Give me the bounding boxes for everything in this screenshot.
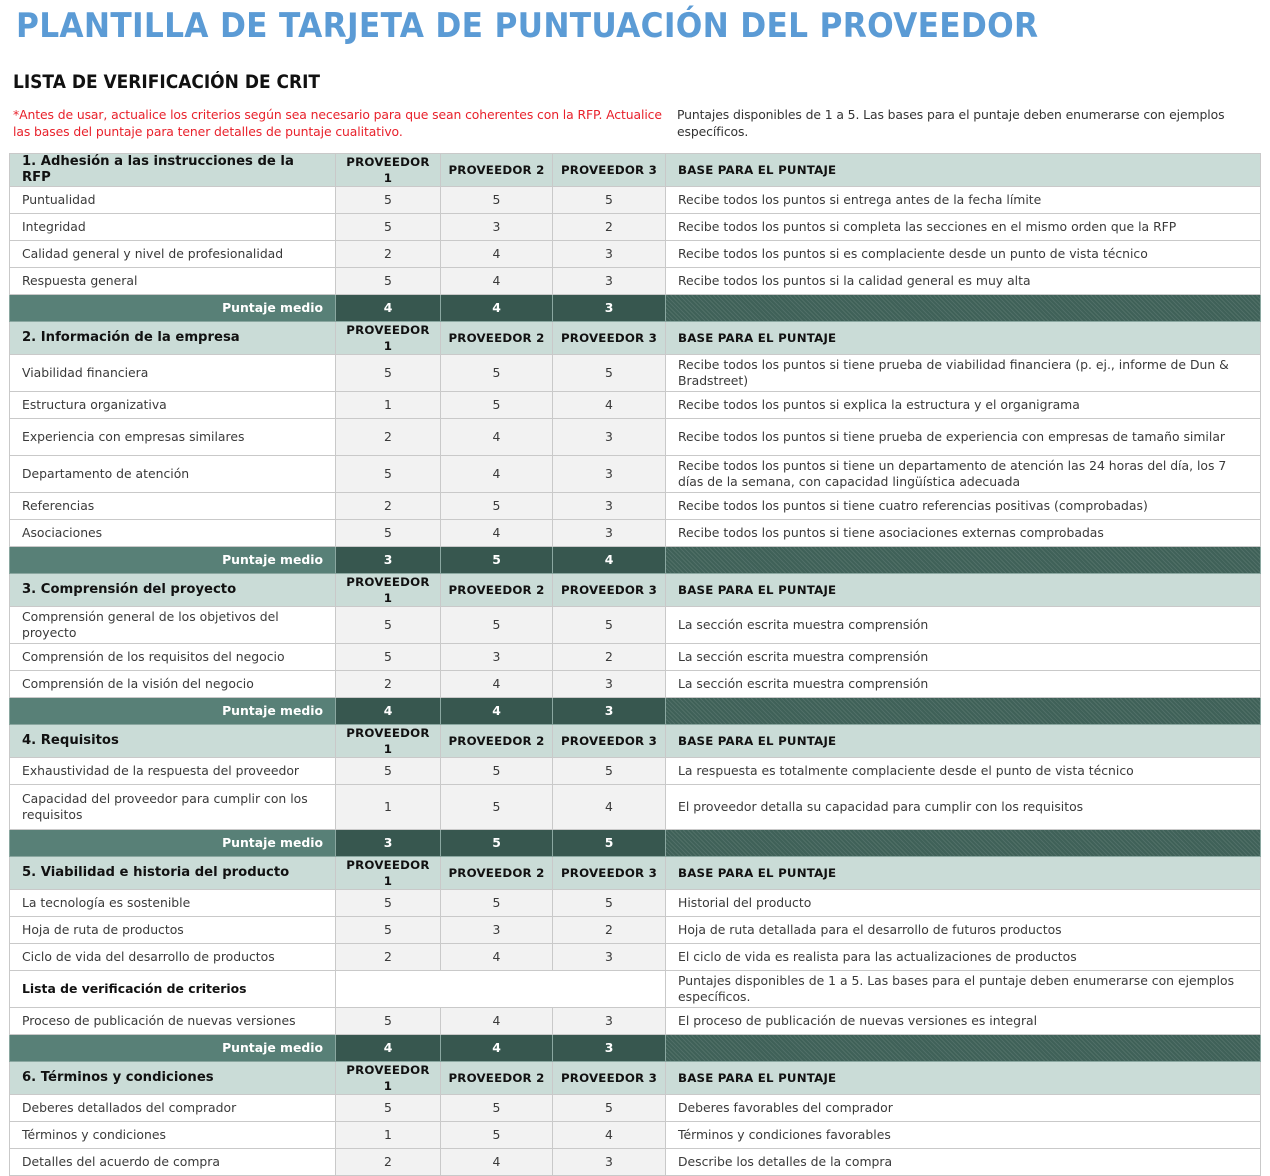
average-basis-filler: [666, 295, 1261, 322]
average-p2: 4: [441, 295, 553, 322]
basis-cell[interactable]: La sección escrita muestra comprensión: [666, 644, 1261, 671]
basis-cell[interactable]: Recibe todos los puntos si la calidad general es muy alta: [666, 268, 1261, 295]
average-p1: 4: [336, 1035, 441, 1062]
column-header-basis: BASE PARA EL PUNTAJE: [666, 154, 1261, 187]
score-cell-p2[interactable]: 5: [441, 355, 553, 392]
average-p3: 4: [553, 547, 666, 574]
basis-cell[interactable]: Describe los detalles de la compra: [666, 1149, 1261, 1176]
column-header-basis: BASE PARA EL PUNTAJE: [666, 574, 1261, 607]
score-cell-p2[interactable]: 4: [441, 456, 553, 493]
table-row: [10, 520, 1261, 547]
section-title: 4. Requisitos: [10, 725, 336, 758]
average-row: [10, 547, 1261, 574]
score-cell-p3[interactable]: 5: [553, 607, 666, 644]
score-cell-p2[interactable]: 4: [441, 520, 553, 547]
score-cell-p3[interactable]: 4: [553, 392, 666, 419]
criterion-cell[interactable]: Asociaciones: [10, 520, 336, 547]
criterion-cell[interactable]: Deberes detallados del comprador: [10, 1095, 336, 1122]
score-cell-p1[interactable]: 5: [336, 456, 441, 493]
score-cell-p3[interactable]: 5: [553, 758, 666, 785]
score-cell-p2[interactable]: 4: [441, 1008, 553, 1035]
basis-cell[interactable]: Hoja de ruta detallada para el desarrollo de futuros productos: [666, 917, 1261, 944]
score-cell-p3[interactable]: 3: [553, 493, 666, 520]
table-row: [10, 890, 1261, 917]
basis-cell[interactable]: Recibe todos los puntos si es complaciente desde un punto de vista técnico: [666, 241, 1261, 268]
criterion-cell[interactable]: Exhaustividad de la respuesta del proveedor: [10, 758, 336, 785]
criterion-cell[interactable]: Respuesta general: [10, 268, 336, 295]
section-header-5: [10, 857, 1261, 890]
criterion-cell[interactable]: Términos y condiciones: [10, 1122, 336, 1149]
table-row: [10, 758, 1261, 785]
column-header-provider-3: PROVEEDOR 3: [553, 857, 666, 890]
score-cell-p1[interactable]: 5: [336, 644, 441, 671]
column-header-provider-2: PROVEEDOR 2: [441, 725, 553, 758]
criterion-cell[interactable]: Comprensión de los requisitos del negocio: [10, 644, 336, 671]
criterion-cell[interactable]: Comprensión general de los objetivos del proyecto: [10, 607, 336, 644]
criterion-cell[interactable]: Ciclo de vida del desarrollo de productos: [10, 944, 336, 971]
column-header-provider-3: PROVEEDOR 3: [553, 1062, 666, 1095]
column-header-provider-1: PROVEEDOR 1: [336, 574, 441, 607]
basis-cell[interactable]: La sección escrita muestra comprensión: [666, 671, 1261, 698]
score-cell-p3[interactable]: 2: [553, 644, 666, 671]
basis-cell[interactable]: Recibe todos los puntos si explica la estructura y el organigrama: [666, 392, 1261, 419]
basis-cell[interactable]: El proveedor detalla su capacidad para cumplir con los requisitos: [666, 785, 1261, 830]
criterion-cell[interactable]: Lista de verificación de criterios: [10, 971, 336, 1008]
basis-cell[interactable]: Recibe todos los puntos si tiene prueba de viabilidad financiera (p. ej., informe de Dun & Bradstreet): [666, 355, 1261, 392]
basis-cell[interactable]: Deberes favorables del comprador: [666, 1095, 1261, 1122]
column-header-provider-2: PROVEEDOR 2: [441, 574, 553, 607]
table-row: [10, 1008, 1261, 1035]
section-title: 1. Adhesión a las instrucciones de la RFP: [10, 154, 336, 187]
basis-cell[interactable]: Recibe todos los puntos si tiene asociaciones externas comprobadas: [666, 520, 1261, 547]
average-p3: 3: [553, 698, 666, 725]
score-cell-p1[interactable]: 2: [336, 671, 441, 698]
table-row-subheading: [10, 971, 1261, 1008]
section-header-1: [10, 154, 1261, 187]
score-cell-p3[interactable]: 3: [553, 944, 666, 971]
section-title: 2. Información de la empresa: [10, 322, 336, 355]
criterion-cell[interactable]: Puntualidad: [10, 187, 336, 214]
score-cell-p1[interactable]: 1: [336, 392, 441, 419]
score-cell-p3[interactable]: 3: [553, 1008, 666, 1035]
section-header-6: [10, 1062, 1261, 1095]
criterion-cell[interactable]: Proceso de publicación de nuevas versiones: [10, 1008, 336, 1035]
criterion-cell[interactable]: La tecnología es sostenible: [10, 890, 336, 917]
table-row: [10, 1095, 1261, 1122]
column-header-provider-1: PROVEEDOR 1: [336, 322, 441, 355]
score-cell-p2[interactable]: 5: [441, 607, 553, 644]
score-cell-p1[interactable]: 5: [336, 758, 441, 785]
score-cell-p1[interactable]: 5: [336, 520, 441, 547]
score-cell-p1[interactable]: 5: [336, 355, 441, 392]
basis-cell[interactable]: Recibe todos los puntos si tiene cuatro referencias positivas (comprobadas): [666, 493, 1261, 520]
criterion-cell[interactable]: Viabilidad financiera: [10, 355, 336, 392]
criterion-cell[interactable]: Experiencia con empresas similares: [10, 419, 336, 456]
average-basis-filler: [666, 547, 1261, 574]
average-label: Puntaje medio: [10, 698, 336, 725]
column-header-provider-1: PROVEEDOR 1: [336, 857, 441, 890]
score-cell-p2[interactable]: 4: [441, 241, 553, 268]
section-title: 3. Comprensión del proyecto: [10, 574, 336, 607]
merged-empty-score-cell[interactable]: [336, 971, 666, 1008]
score-cell-p3[interactable]: 5: [553, 890, 666, 917]
column-header-provider-3: PROVEEDOR 3: [553, 322, 666, 355]
score-cell-p1[interactable]: 2: [336, 944, 441, 971]
score-cell-p2[interactable]: 4: [441, 268, 553, 295]
column-header-provider-3: PROVEEDOR 3: [553, 574, 666, 607]
average-p1: 3: [336, 830, 441, 857]
basis-cell[interactable]: Puntajes disponibles de 1 a 5. Las bases para el puntaje deben enumerarse con ejemplos específicos.: [666, 971, 1261, 1008]
basis-cell[interactable]: Recibe todos los puntos si entrega antes de la fecha límite: [666, 187, 1261, 214]
criterion-cell[interactable]: Capacidad del proveedor para cumplir con los requisitos: [10, 785, 336, 830]
score-cell-p1[interactable]: 2: [336, 493, 441, 520]
column-header-basis: BASE PARA EL PUNTAJE: [666, 322, 1261, 355]
page-title: PLANTILLA DE TARJETA DE PUNTUACIÓN DEL PROVEEDOR: [16, 6, 1039, 46]
criterion-cell[interactable]: Comprensión de la visión del negocio: [10, 671, 336, 698]
average-p1: 3: [336, 547, 441, 574]
score-cell-p2[interactable]: 5: [441, 1095, 553, 1122]
score-cell-p1[interactable]: 5: [336, 187, 441, 214]
score-cell-p1[interactable]: 1: [336, 785, 441, 830]
table-row: [10, 392, 1261, 419]
section-title: 5. Viabilidad e historia del producto: [10, 857, 336, 890]
basis-cell[interactable]: Historial del producto: [666, 890, 1261, 917]
average-p3: 3: [553, 295, 666, 322]
column-header-basis: BASE PARA EL PUNTAJE: [666, 857, 1261, 890]
average-basis-filler: [666, 1035, 1261, 1062]
score-cell-p1[interactable]: 5: [336, 214, 441, 241]
table-row: [10, 456, 1261, 493]
score-cell-p3[interactable]: 4: [553, 1122, 666, 1149]
column-header-basis: BASE PARA EL PUNTAJE: [666, 725, 1261, 758]
table-row: [10, 917, 1261, 944]
average-basis-filler: [666, 698, 1261, 725]
average-row: [10, 1035, 1261, 1062]
criterion-cell[interactable]: Referencias: [10, 493, 336, 520]
average-label: Puntaje medio: [10, 830, 336, 857]
criterion-cell[interactable]: Calidad general y nivel de profesionalidad: [10, 241, 336, 268]
average-p3: 5: [553, 830, 666, 857]
score-cell-p3[interactable]: 2: [553, 917, 666, 944]
basis-cell[interactable]: Recibe todos los puntos si tiene un departamento de atención las 24 horas del día, los 7 días de la semana, con capacidad lingüística adecuada: [666, 456, 1261, 493]
average-label: Puntaje medio: [10, 547, 336, 574]
score-cell-p1[interactable]: 2: [336, 1149, 441, 1176]
score-cell-p3[interactable]: 3: [553, 520, 666, 547]
criterion-cell[interactable]: Detalles del acuerdo de compra: [10, 1149, 336, 1176]
score-cell-p1[interactable]: 5: [336, 917, 441, 944]
column-header-provider-1: PROVEEDOR 1: [336, 725, 441, 758]
average-p1: 4: [336, 698, 441, 725]
column-header-provider-2: PROVEEDOR 2: [441, 1062, 553, 1095]
score-cell-p3[interactable]: 2: [553, 214, 666, 241]
score-cell-p3[interactable]: 5: [553, 1095, 666, 1122]
score-cell-p1[interactable]: 5: [336, 1095, 441, 1122]
basis-cell[interactable]: Recibe todos los puntos si completa las secciones en el mismo orden que la RFP: [666, 214, 1261, 241]
criterion-cell[interactable]: Hoja de ruta de productos: [10, 917, 336, 944]
column-header-basis: BASE PARA EL PUNTAJE: [666, 1062, 1261, 1095]
table-row: [10, 187, 1261, 214]
score-cell-p2[interactable]: 5: [441, 758, 553, 785]
score-cell-p1[interactable]: 2: [336, 419, 441, 456]
average-p2: 5: [441, 547, 553, 574]
section-title: 6. Términos y condiciones: [10, 1062, 336, 1095]
average-basis-filler: [666, 830, 1261, 857]
column-header-provider-1: PROVEEDOR 1: [336, 154, 441, 187]
average-p1: 4: [336, 295, 441, 322]
criterion-cell[interactable]: Integridad: [10, 214, 336, 241]
score-cell-p3[interactable]: 5: [553, 187, 666, 214]
average-p2: 5: [441, 830, 553, 857]
table-row: [10, 644, 1261, 671]
score-cell-p1[interactable]: 5: [336, 607, 441, 644]
table-row: [10, 355, 1261, 392]
score-cell-p2[interactable]: 5: [441, 785, 553, 830]
basis-cell[interactable]: El proceso de publicación de nuevas versiones es integral: [666, 1008, 1261, 1035]
column-header-provider-2: PROVEEDOR 2: [441, 154, 553, 187]
score-cell-p1[interactable]: 5: [336, 268, 441, 295]
average-row: [10, 698, 1261, 725]
average-row: [10, 830, 1261, 857]
column-header-provider-2: PROVEEDOR 2: [441, 857, 553, 890]
criterion-cell[interactable]: Departamento de atención: [10, 456, 336, 493]
instruction-note: *Antes de usar, actualice los criterios según sea necesario para que sean coherentes con la RFP. Actualice las bases del puntaje para tener detalles de puntaje cualitativo.: [13, 107, 662, 139]
score-cell-p1[interactable]: 1: [336, 1122, 441, 1149]
table-row: [10, 214, 1261, 241]
average-p3: 3: [553, 1035, 666, 1062]
column-header-provider-3: PROVEEDOR 3: [553, 725, 666, 758]
score-cell-p3[interactable]: 3: [553, 671, 666, 698]
score-cell-p3[interactable]: 3: [553, 456, 666, 493]
score-cell-p2[interactable]: 5: [441, 392, 553, 419]
score-cell-p3[interactable]: 3: [553, 419, 666, 456]
average-label: Puntaje medio: [10, 1035, 336, 1062]
table-row: [10, 1122, 1261, 1149]
score-cell-p3[interactable]: 3: [553, 268, 666, 295]
score-cell-p2[interactable]: 5: [441, 1122, 553, 1149]
score-cell-p2[interactable]: 4: [441, 944, 553, 971]
table-row: [10, 944, 1261, 971]
average-p2: 4: [441, 698, 553, 725]
basis-cell[interactable]: El ciclo de vida es realista para las actualizaciones de productos: [666, 944, 1261, 971]
table-row: [10, 607, 1261, 644]
basis-cell[interactable]: Recibe todos los puntos si tiene prueba de experiencia con empresas de tamaño similar: [666, 419, 1261, 456]
table-row: [10, 785, 1261, 830]
scoring-note: Puntajes disponibles de 1 a 5. Las bases para el puntaje deben enumerarse con ejemplos específicos.: [677, 107, 1225, 139]
score-cell-p2[interactable]: 5: [441, 890, 553, 917]
section-header-4: [10, 725, 1261, 758]
section-header-3: [10, 574, 1261, 607]
score-cell-p2[interactable]: 4: [441, 671, 553, 698]
average-p2: 4: [441, 1035, 553, 1062]
score-cell-p1[interactable]: 5: [336, 890, 441, 917]
score-cell-p1[interactable]: 2: [336, 241, 441, 268]
score-cell-p2[interactable]: 3: [441, 644, 553, 671]
score-cell-p2[interactable]: 4: [441, 1149, 553, 1176]
score-cell-p3[interactable]: 5: [553, 355, 666, 392]
score-cell-p3[interactable]: 3: [553, 241, 666, 268]
basis-cell[interactable]: Términos y condiciones favorables: [666, 1122, 1261, 1149]
scorecard-table: [9, 153, 1261, 1176]
table-row: [10, 671, 1261, 698]
section-subtitle: LISTA DE VERIFICACIÓN DE CRIT: [13, 72, 321, 93]
table-row: [10, 1149, 1261, 1176]
column-header-provider-1: PROVEEDOR 1: [336, 1062, 441, 1095]
section-header-2: [10, 322, 1261, 355]
basis-cell[interactable]: La sección escrita muestra comprensión: [666, 607, 1261, 644]
score-cell-p3[interactable]: 4: [553, 785, 666, 830]
criterion-cell[interactable]: Estructura organizativa: [10, 392, 336, 419]
score-cell-p3[interactable]: 3: [553, 1149, 666, 1176]
average-label: Puntaje medio: [10, 295, 336, 322]
score-cell-p2[interactable]: 3: [441, 214, 553, 241]
column-header-provider-3: PROVEEDOR 3: [553, 154, 666, 187]
table-row: [10, 268, 1261, 295]
table-row: [10, 241, 1261, 268]
column-header-provider-2: PROVEEDOR 2: [441, 322, 553, 355]
average-row: [10, 295, 1261, 322]
score-cell-p1[interactable]: 5: [336, 1008, 441, 1035]
score-cell-p2[interactable]: 5: [441, 493, 553, 520]
table-row: [10, 419, 1261, 456]
table-row: [10, 493, 1261, 520]
basis-cell[interactable]: La respuesta es totalmente complaciente desde el punto de vista técnico: [666, 758, 1261, 785]
score-cell-p2[interactable]: 3: [441, 917, 553, 944]
score-cell-p2[interactable]: 5: [441, 187, 553, 214]
score-cell-p2[interactable]: 4: [441, 419, 553, 456]
